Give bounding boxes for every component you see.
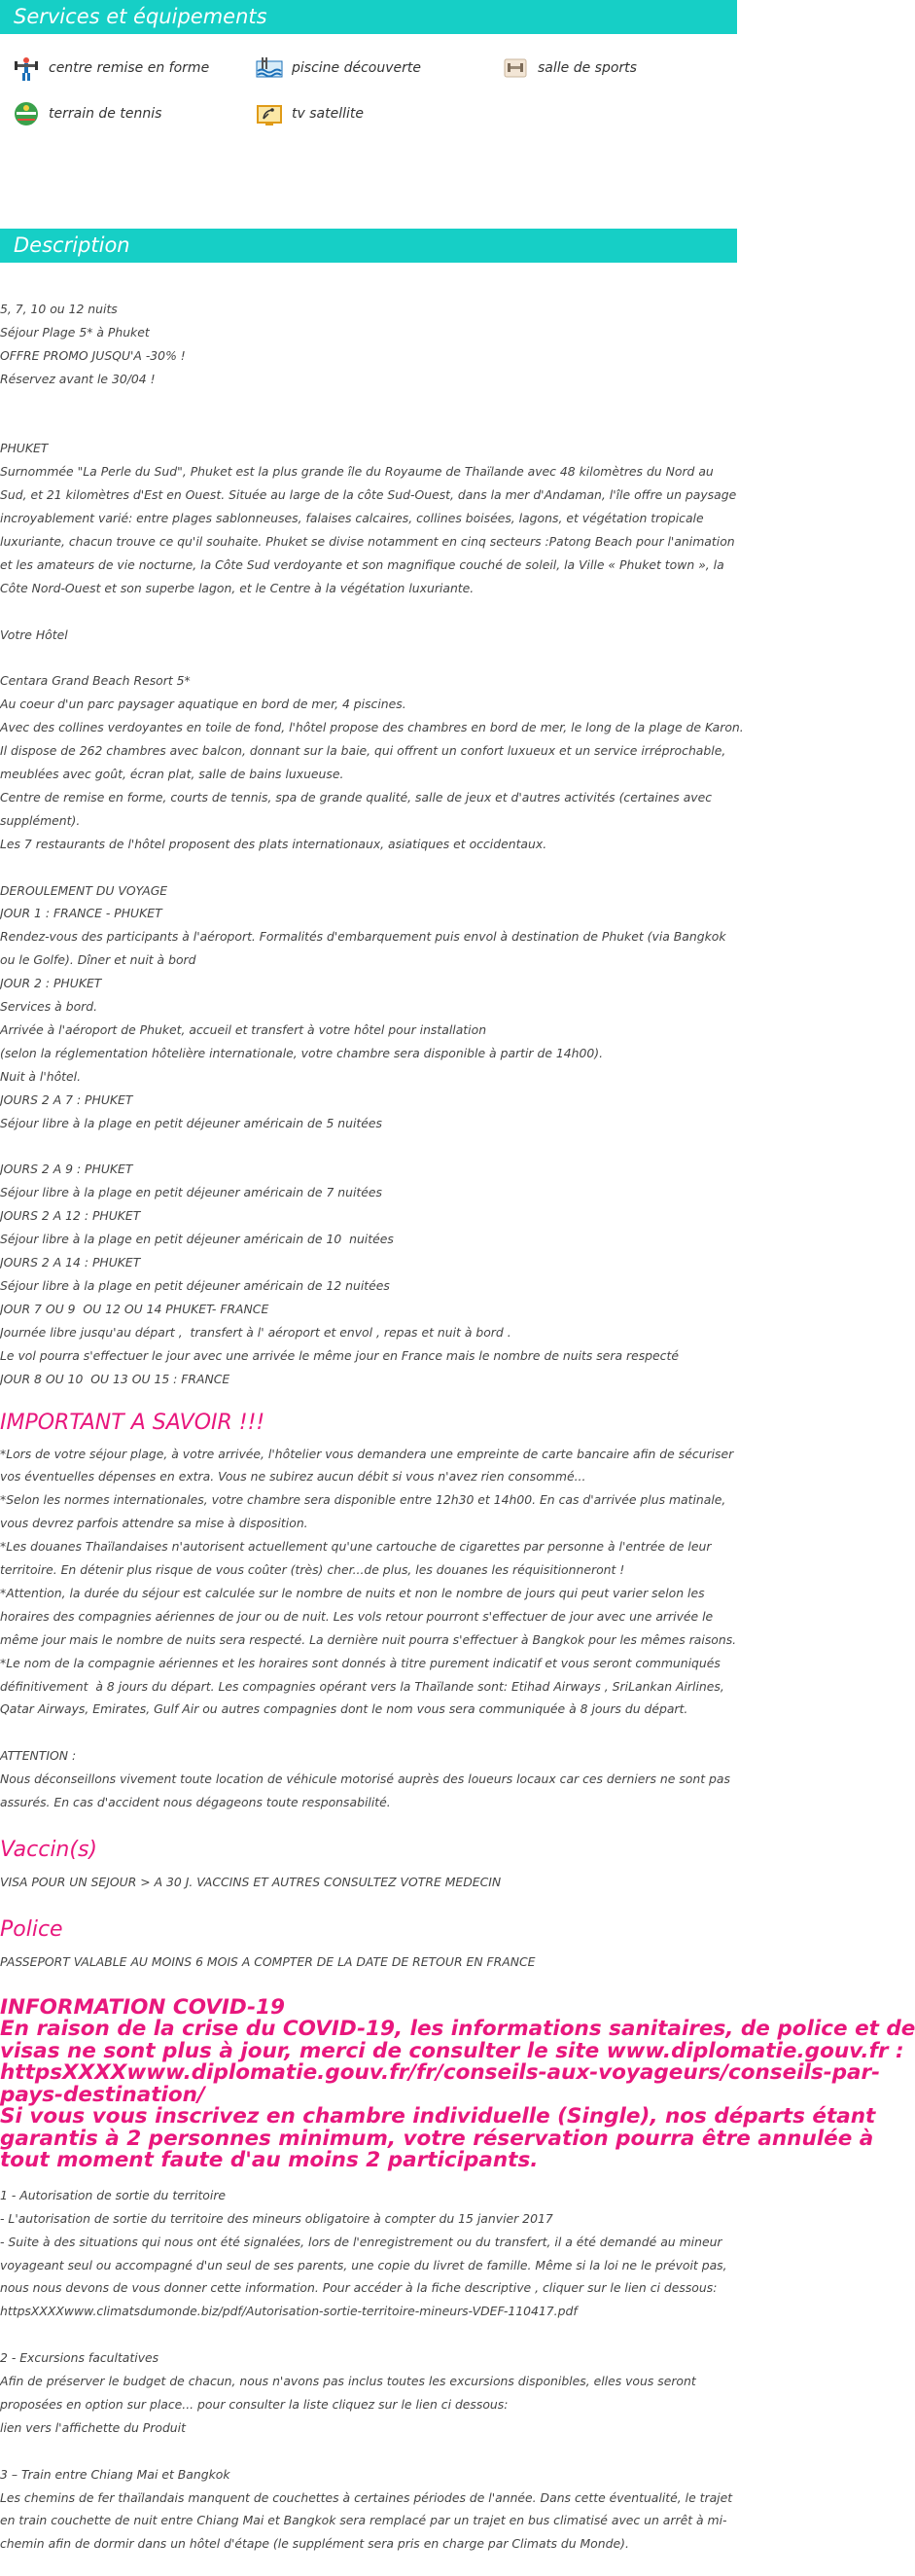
- text-line: Les chemins de fer thaïlandais manquent de couchettes à certaines périodes de l'année. Dans cette éventualité, le trajet: [0, 2489, 733, 2505]
- text-line: incroyablement varié: entre plages sablonneuses, falaises calcaires, collines boisées, lagons, et végétation tropicale: [0, 511, 704, 526]
- text-line: Services à bord.: [0, 999, 98, 1015]
- covid-line: tout moment faute d'au moins 2 participants.: [0, 2148, 539, 2173]
- covid-line: En raison de la crise du COVID-19, les informations sanitaires, de police et de: [0, 2017, 915, 2042]
- gym-icon: [501, 54, 530, 83]
- text-line: chemin afin de dormir dans un hôtel d'étape (le supplément sera pris en charge par Climats du Monde).: [0, 2536, 629, 2552]
- text-line: même jour mais le nombre de nuits sera respecté. La dernière nuit pourra s'effectuer à Bangkok pour les mêmes raisons.: [0, 1631, 737, 1647]
- text-line: Avec des collines verdoyantes en toile de fond, l'hôtel propose des chambres en bord de mer, le long de la plage de Karon.: [0, 720, 744, 735]
- service-label: terrain de tennis: [49, 106, 162, 122]
- text-line: 5, 7, 10 ou 12 nuits: [0, 302, 118, 316]
- important-title: IMPORTANT A SAVOIR !!!: [0, 1410, 265, 1435]
- text-line: ATTENTION :: [0, 1748, 77, 1764]
- text-line: Surnommée "La Perle du Sud", Phuket est la plus grande île du Royaume de Thaïlande avec 48 kilomètres du Nord au: [0, 464, 714, 480]
- service-item-satellite-tv: [255, 99, 364, 128]
- text-line: définitivement à 8 jours du départ. Les compagnies opérant vers la Thaïlande sont: Etihad Airways , SriLankan Airlines,: [0, 1678, 724, 1694]
- text-line: OFFRE PROMO JUSQU'A -30% !: [0, 347, 186, 363]
- text-line: 2 - Excursions facultatives: [0, 2350, 159, 2366]
- text-line: Il dispose de 262 chambres avec balcon, donnant sur la baie, qui offrent un confort luxueux et un service irréprochable,: [0, 743, 726, 759]
- text-line: supplément).: [0, 812, 81, 828]
- services-header: [0, 0, 737, 34]
- text-line: 3 – Train entre Chiang Mai et Bangkok: [0, 2466, 230, 2482]
- attention-block: [0, 1744, 737, 1814]
- covid-line: visas ne sont plus à jour, merci de consulter le site www.diplomatie.gouv.fr :: [0, 2038, 904, 2063]
- intro-block: [0, 298, 737, 391]
- text-line: nous nous devons de vous donner cette information. Pour accéder à la fiche descriptive , cliquer sur le lien ci dessous:: [0, 2280, 718, 2296]
- text-line: *Selon les normes internationales, votre chambre sera disponible entre 12h30 et 14h00. En cas d'arrivée plus matinale,: [0, 1492, 726, 1508]
- service-item-fitness: [12, 54, 209, 83]
- text-line: - Suite à des situations qui nous ont été signalées, lors de l'enregistrement ou du transfert, il a été demandé au mineur: [0, 2234, 722, 2249]
- text-line: proposées en option sur place... pour consulter la liste cliquez sur le lien ci dessous:: [0, 2396, 509, 2412]
- text-line: assurés. En cas d'accident nous dégageons toute responsabilité.: [0, 1795, 391, 1810]
- text-line: meublées avec goût, écran plat, salle de bains luxueuse.: [0, 767, 344, 782]
- text-line: - L'autorisation de sortie du territoire des mineurs obligatoire à compter du 15 janvier 2017: [0, 2210, 553, 2226]
- police-title: Police: [0, 1916, 63, 1942]
- text-line: ou le Golfe). Dîner et nuit à bord: [0, 952, 196, 968]
- description-content: [0, 263, 915, 2556]
- text-line: Rendez-vous des participants à l'aéroport. Formalités d'embarquement puis envol à destination de Phuket (via Bangkok: [0, 929, 726, 945]
- text-line: JOUR 7 OU 9 OU 12 OU 14 PHUKET- FRANCE: [0, 1301, 269, 1316]
- pool-icon: [255, 54, 284, 83]
- text-line: lien vers l'affichette du Produit: [0, 2419, 186, 2435]
- text-line: Les 7 restaurants de l'hôtel proposent des plats internationaux, asiatiques et occidentaux.: [0, 836, 547, 851]
- text-line: Qatar Airways, Emirates, Gulf Air ou autres compagnies dont le nom vous sera communiquée à 8 jours du départ.: [0, 1701, 688, 1717]
- text-line: Sud, et 21 kilomètres d'Est en Ouest. Située au large de la côte Sud-Ouest, dans la mer d'Andaman, l'île offre un paysage: [0, 487, 737, 503]
- text-line: *Attention, la durée du séjour est calculée sur le nombre de nuits et non le nombre de jours qui peut varier selon les: [0, 1585, 705, 1600]
- text-line: vous devrez parfois attendre sa mise à disposition.: [0, 1516, 308, 1531]
- text-line: Nuit à l'hôtel.: [0, 1068, 82, 1084]
- text-line: et les amateurs de vie nocturne, la Côte Sud verdoyante et son magnifique couché de soleil, la Ville « Phuket town », la: [0, 556, 724, 572]
- text-line: 1 - Autorisation de sortie du territoire: [0, 2187, 227, 2202]
- phuket-block: [0, 437, 737, 599]
- text-line: JOURS 2 A 14 : PHUKET: [0, 1255, 141, 1270]
- info-autorisation-block: [0, 2184, 737, 2323]
- text-line: Séjour libre à la plage en petit déjeuner américain de 10 nuitées: [0, 1232, 394, 1247]
- vaccins-text: VISA POUR UN SEJOUR > A 30 J. VACCINS ET AUTRES CONSULTEZ VOTRE MEDECIN: [0, 1874, 502, 1889]
- info-train-block: [0, 2463, 737, 2557]
- text-line: en train couchette de nuit entre Chiang Mai et Bangkok sera remplacé par un trajet en bus climatisé avec un arrêt à mi-: [0, 2513, 727, 2528]
- services-title: Services et équipements: [14, 5, 267, 28]
- service-label: centre remise en forme: [49, 60, 210, 76]
- police-text: PASSEPORT VALABLE AU MOINS 6 MOIS A COMPTER DE LA DATE DE RETOUR EN FRANCE: [0, 1953, 536, 1969]
- service-label: salle de sports: [538, 60, 637, 76]
- covid-line: Si vous vous inscrivez en chambre individuelle (Single), nos départs étant: [0, 2104, 876, 2129]
- fitness-icon: [12, 54, 41, 83]
- hotel-heading-block: [0, 624, 737, 647]
- info-excursions-block: [0, 2346, 737, 2440]
- description-title: Description: [14, 233, 130, 257]
- hotel-block: [0, 669, 744, 855]
- service-label: piscine découverte: [292, 60, 421, 76]
- service-label: tv satellite: [292, 106, 364, 122]
- important-block: [0, 1443, 737, 1722]
- text-line: *Lors de votre séjour plage, à votre arrivée, l'hôtelier vous demandera une empreinte de carte bancaire afin de sécuriser: [0, 1446, 734, 1461]
- covid-line: INFORMATION COVID-19: [0, 1994, 285, 2020]
- text-line: JOURS 2 A 12 : PHUKET: [0, 1208, 141, 1224]
- service-item-tennis: [12, 99, 161, 128]
- text-line: voyageant seul ou accompagné d'un seul de ses parents, une copie du livret de famille. Même si la loi ne le prévoit pas,: [0, 2257, 727, 2272]
- text-line: Arrivée à l'aéroport de Phuket, accueil et transfert à votre hôtel pour installation: [0, 1022, 487, 1038]
- text-line: Le vol pourra s'effectuer le jour avec une arrivée le même jour en France mais le nombre de nuits sera respecté: [0, 1347, 679, 1363]
- text-line: Au coeur d'un parc paysager aquatique en bord de mer, 4 piscines.: [0, 697, 406, 712]
- text-line: territoire. En détenir plus risque de vous coûter (très) cher...de plus, les douanes les réquisitionneront !: [0, 1562, 625, 1578]
- text-line: Centara Grand Beach Resort 5*: [0, 673, 191, 689]
- service-item-gym: [501, 54, 637, 83]
- text-line: *Le nom de la compagnie aériennes et les horaires sont donnés à titre purement indicatif et vous seront communiqués: [0, 1655, 721, 1670]
- text-line: Votre Hôtel: [0, 626, 68, 642]
- text-line: JOUR 8 OU 10 OU 13 OU 15 : FRANCE: [0, 1371, 230, 1386]
- text-line: Réservez avant le 30/04 !: [0, 371, 156, 386]
- text-line: PHUKET: [0, 441, 49, 456]
- itinerary-block: [0, 879, 737, 1135]
- itinerary-options-block: [0, 1158, 737, 1390]
- description-header: [0, 229, 737, 263]
- text-line: Journée libre jusqu'au départ , transfert à l' aéroport et envol , repas et nuit à bord .: [0, 1324, 511, 1340]
- covid-line: garantis à 2 personnes minimum, votre réservation pourra être annulée à: [0, 2126, 874, 2151]
- text-line: Séjour libre à la plage en petit déjeuner américain de 5 nuitées: [0, 1115, 382, 1130]
- satellite-tv-icon: [255, 99, 284, 128]
- text-line: luxuriante, chacun trouve ce qu'il souhaite. Phuket se divise notamment en cinq secteurs :Patong Beach pour l'animation: [0, 534, 735, 550]
- tennis-icon: [12, 99, 41, 128]
- text-line: JOURS 2 A 9 : PHUKET: [0, 1162, 133, 1177]
- text-line: Séjour libre à la plage en petit déjeuner américain de 12 nuitées: [0, 1277, 390, 1293]
- covid-block: [0, 1994, 915, 2173]
- text-line: Nous déconseillons vivement toute location de véhicule motorisé auprès des loueurs locaux car ces derniers ne sont pas: [0, 1771, 730, 1787]
- text-line: (selon la réglementation hôtelière internationale, votre chambre sera disponible à partir de 14h00).: [0, 1045, 604, 1060]
- text-line: httpsXXXXwww.climatsdumonde.biz/pdf/Autorisation-sortie-territoire-mineurs-VDEF-110417.pdf: [0, 2304, 578, 2319]
- text-line: Côte Nord-Ouest et son superbe lagon, et le Centre à la végétation luxuriante.: [0, 580, 475, 595]
- service-item-pool: [255, 54, 421, 83]
- text-line: JOUR 1 : FRANCE - PHUKET: [0, 906, 162, 921]
- text-line: Séjour libre à la plage en petit déjeuner américain de 7 nuitées: [0, 1185, 382, 1200]
- text-line: Séjour Plage 5* à Phuket: [0, 324, 150, 340]
- text-line: Afin de préserver le budget de chacun, nous n'avons pas inclus toutes les excursions disponibles, elles vous seront: [0, 2374, 696, 2389]
- vaccins-title: Vaccin(s): [0, 1837, 97, 1862]
- services-grid: [0, 34, 737, 141]
- covid-line: pays-destination/: [0, 2082, 205, 2107]
- text-line: Centre de remise en forme, courts de tennis, spa de grande qualité, salle de jeux et d'autres activités (certaines avec: [0, 789, 713, 805]
- text-line: JOUR 2 : PHUKET: [0, 976, 102, 991]
- text-line: *Les douanes Thaïlandaises n'autorisent actuellement qu'une cartouche de cigarettes par personne à l'entrée de leur: [0, 1539, 712, 1555]
- text-line: horaires des compagnies aériennes de jour ou de nuit. Les vols retour pourront s'effectuer de jour avec une arrivée le: [0, 1608, 714, 1624]
- covid-line: httpsXXXXwww.diplomatie.gouv.fr/fr/conseils-aux-voyageurs/conseils-par-: [0, 2060, 881, 2086]
- text-line: JOURS 2 A 7 : PHUKET: [0, 1091, 133, 1107]
- text-line: DEROULEMENT DU VOYAGE: [0, 882, 168, 898]
- text-line: vos éventuelles dépenses en extra. Vous ne subirez aucun débit si vous n'avez rien consommé...: [0, 1469, 586, 1485]
